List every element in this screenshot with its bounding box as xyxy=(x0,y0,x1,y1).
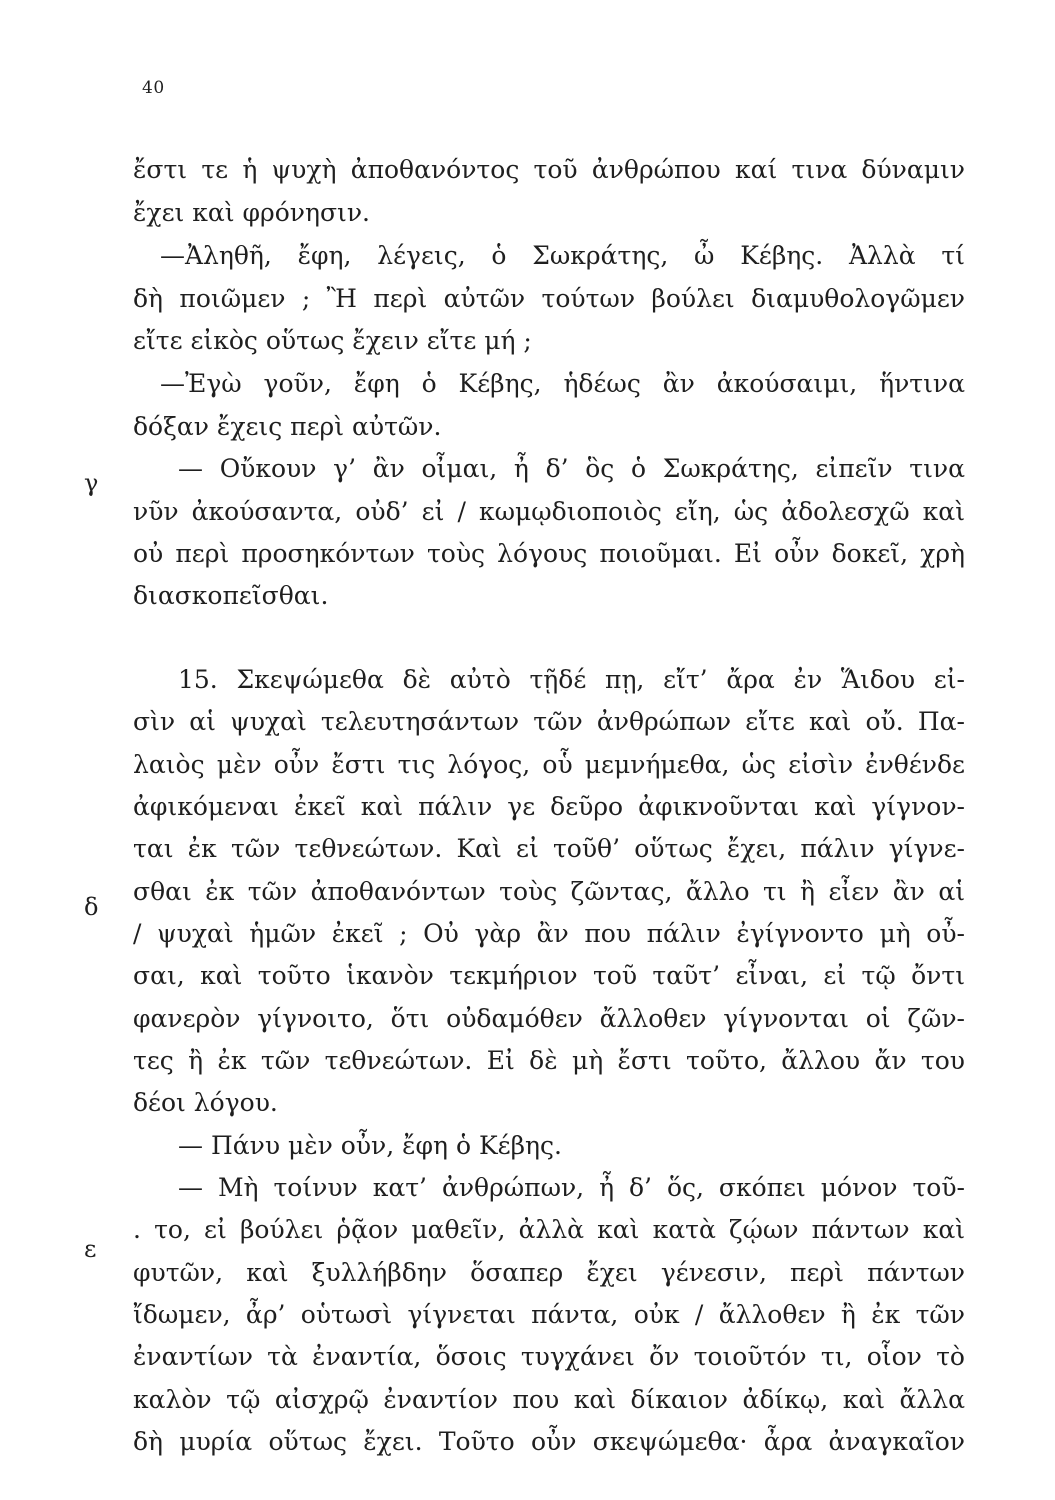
margin-mark-delta: δ xyxy=(84,893,99,921)
text-line: δέοι λόγου. xyxy=(133,1088,278,1117)
text-line: — Μὴ τοίνυν κατ’ ἀνθρώπων, ἦ δ’ ὅς, σκόπει μόνον τοῦ- xyxy=(178,1173,965,1202)
text-line: — Οὔκουν γ’ ἂν οἶμαι, ἦ δ’ ὃς ὁ Σωκράτης, εἰπεῖν τινα xyxy=(178,454,965,483)
text-line: ται ἐκ τῶν τεθνεώτων. Καὶ εἰ τοῦθ’ οὕτως ἔχει, πάλιν γίγνε- xyxy=(133,834,965,863)
text-line: —Ἐγὼ γοῦν, ἔφη ὁ Κέβης, ἡδέως ἂν ἀκούσαιμι, ἥντινα xyxy=(160,369,965,398)
text-line: ἐναντίων τὰ ἐναντία, ὅσοις τυγχάνει ὄν τοιοῦτόν τι, οἷον τὸ xyxy=(133,1342,965,1371)
text-line: 15. Σκεψώμεθα δὲ αὐτὸ τῇδέ πῃ, εἴτ’ ἄρα ἐν Ἅιδου εἰ- xyxy=(178,665,965,694)
text-line: ἴδωμεν, ἆρ’ οὑτωσὶ γίγνεται πάντα, οὐκ / ἄλλοθεν ἢ ἐκ τῶν xyxy=(133,1300,965,1329)
text-line: —Ἀληθῆ, ἔφη, λέγεις, ὁ Σωκράτης, ὦ Κέβης. Ἀλλὰ τί xyxy=(160,241,965,270)
text-line: δόξαν ἔχεις περὶ αὐτῶν. xyxy=(133,412,442,441)
text-line: — Πάνυ μὲν οὖν, ἔφη ὁ Κέβης. xyxy=(178,1131,562,1160)
text-line: δὴ ποιῶμεν ; Ἢ περὶ αὐτῶν τούτων βούλει διαμυθολογῶμεν xyxy=(133,284,965,313)
text-line: σθαι ἐκ τῶν ἀποθανόντων τοὺς ζῶντας, ἄλλο τι ἢ εἶεν ἂν αἱ xyxy=(133,877,965,906)
margin-mark-epsilon: ε xyxy=(84,1235,97,1263)
text-line: λαιὸς μὲν οὖν ἔστι τις λόγος, οὗ μεμνήμεθα, ὡς εἰσὶν ἐνθένδε xyxy=(133,750,965,779)
text-line: εἴτε εἰκὸς οὕτως ἔχειν εἴτε μή ; xyxy=(133,326,532,355)
text-line: τες ἢ ἐκ τῶν τεθνεώτων. Εἰ δὲ μὴ ἔστι τοῦτο, ἄλλου ἄν του xyxy=(133,1046,965,1075)
text-line: δὴ μυρία οὕτως ἔχει. Τοῦτο οὖν σκεψώμεθα· ἆρα ἀναγκαῖον xyxy=(133,1427,965,1456)
text-line: / ψυχαὶ ἡμῶν ἐκεῖ ; Οὐ γὰρ ἂν που πάλιν ἐγίγνοντο μὴ οὖ- xyxy=(133,919,965,948)
page-number: 40 xyxy=(142,78,165,98)
text-line: διασκοπεῖσθαι. xyxy=(133,581,329,610)
text-line: ἔχει καὶ φρόνησιν. xyxy=(133,198,370,227)
text-line: ἔστι τε ἡ ψυχὴ ἀποθανόντος τοῦ ἀνθρώπου καί τινα δύναμιν xyxy=(133,155,965,184)
text-line: . το, εἰ βούλει ῥᾷον μαθεῖν, ἀλλὰ καὶ κατὰ ζῴων πάντων καὶ xyxy=(133,1215,965,1244)
text-line: ἀφικόμεναι ἐκεῖ καὶ πάλιν γε δεῦρο ἀφικνοῦνται καὶ γίγνον- xyxy=(133,792,965,821)
text-line: φυτῶν, καὶ ξυλλήβδην ὅσαπερ ἔχει γένεσιν, περὶ πάντων xyxy=(133,1258,965,1287)
text-line: φανερὸν γίγνοιτο, ὅτι οὐδαμόθεν ἄλλοθεν γίγνονται οἱ ζῶν- xyxy=(133,1004,965,1033)
text-line: οὐ περὶ προσηκόντων τοὺς λόγους ποιοῦμαι. Εἰ οὖν δοκεῖ, χρὴ xyxy=(133,539,965,568)
text-line: καλὸν τῷ αἰσχρῷ ἐναντίον που καὶ δίκαιον ἀδίκῳ, καὶ ἄλλα xyxy=(133,1385,965,1414)
text-line: νῦν ἀκούσαντα, οὐδ’ εἰ / κωμῳδιοποιὸς εἴη, ὡς ἀδολεσχῶ καὶ xyxy=(133,497,965,526)
text-line: σὶν αἱ ψυχαὶ τελευτησάντων τῶν ἀνθρώπων εἴτε καὶ οὔ. Πα- xyxy=(133,707,965,736)
text-line: σαι, καὶ τοῦτο ἱκανὸν τεκμήριον τοῦ ταῦτ’ εἶναι, εἰ τῷ ὄντι xyxy=(133,961,965,990)
margin-mark-gamma: γ xyxy=(84,469,99,497)
